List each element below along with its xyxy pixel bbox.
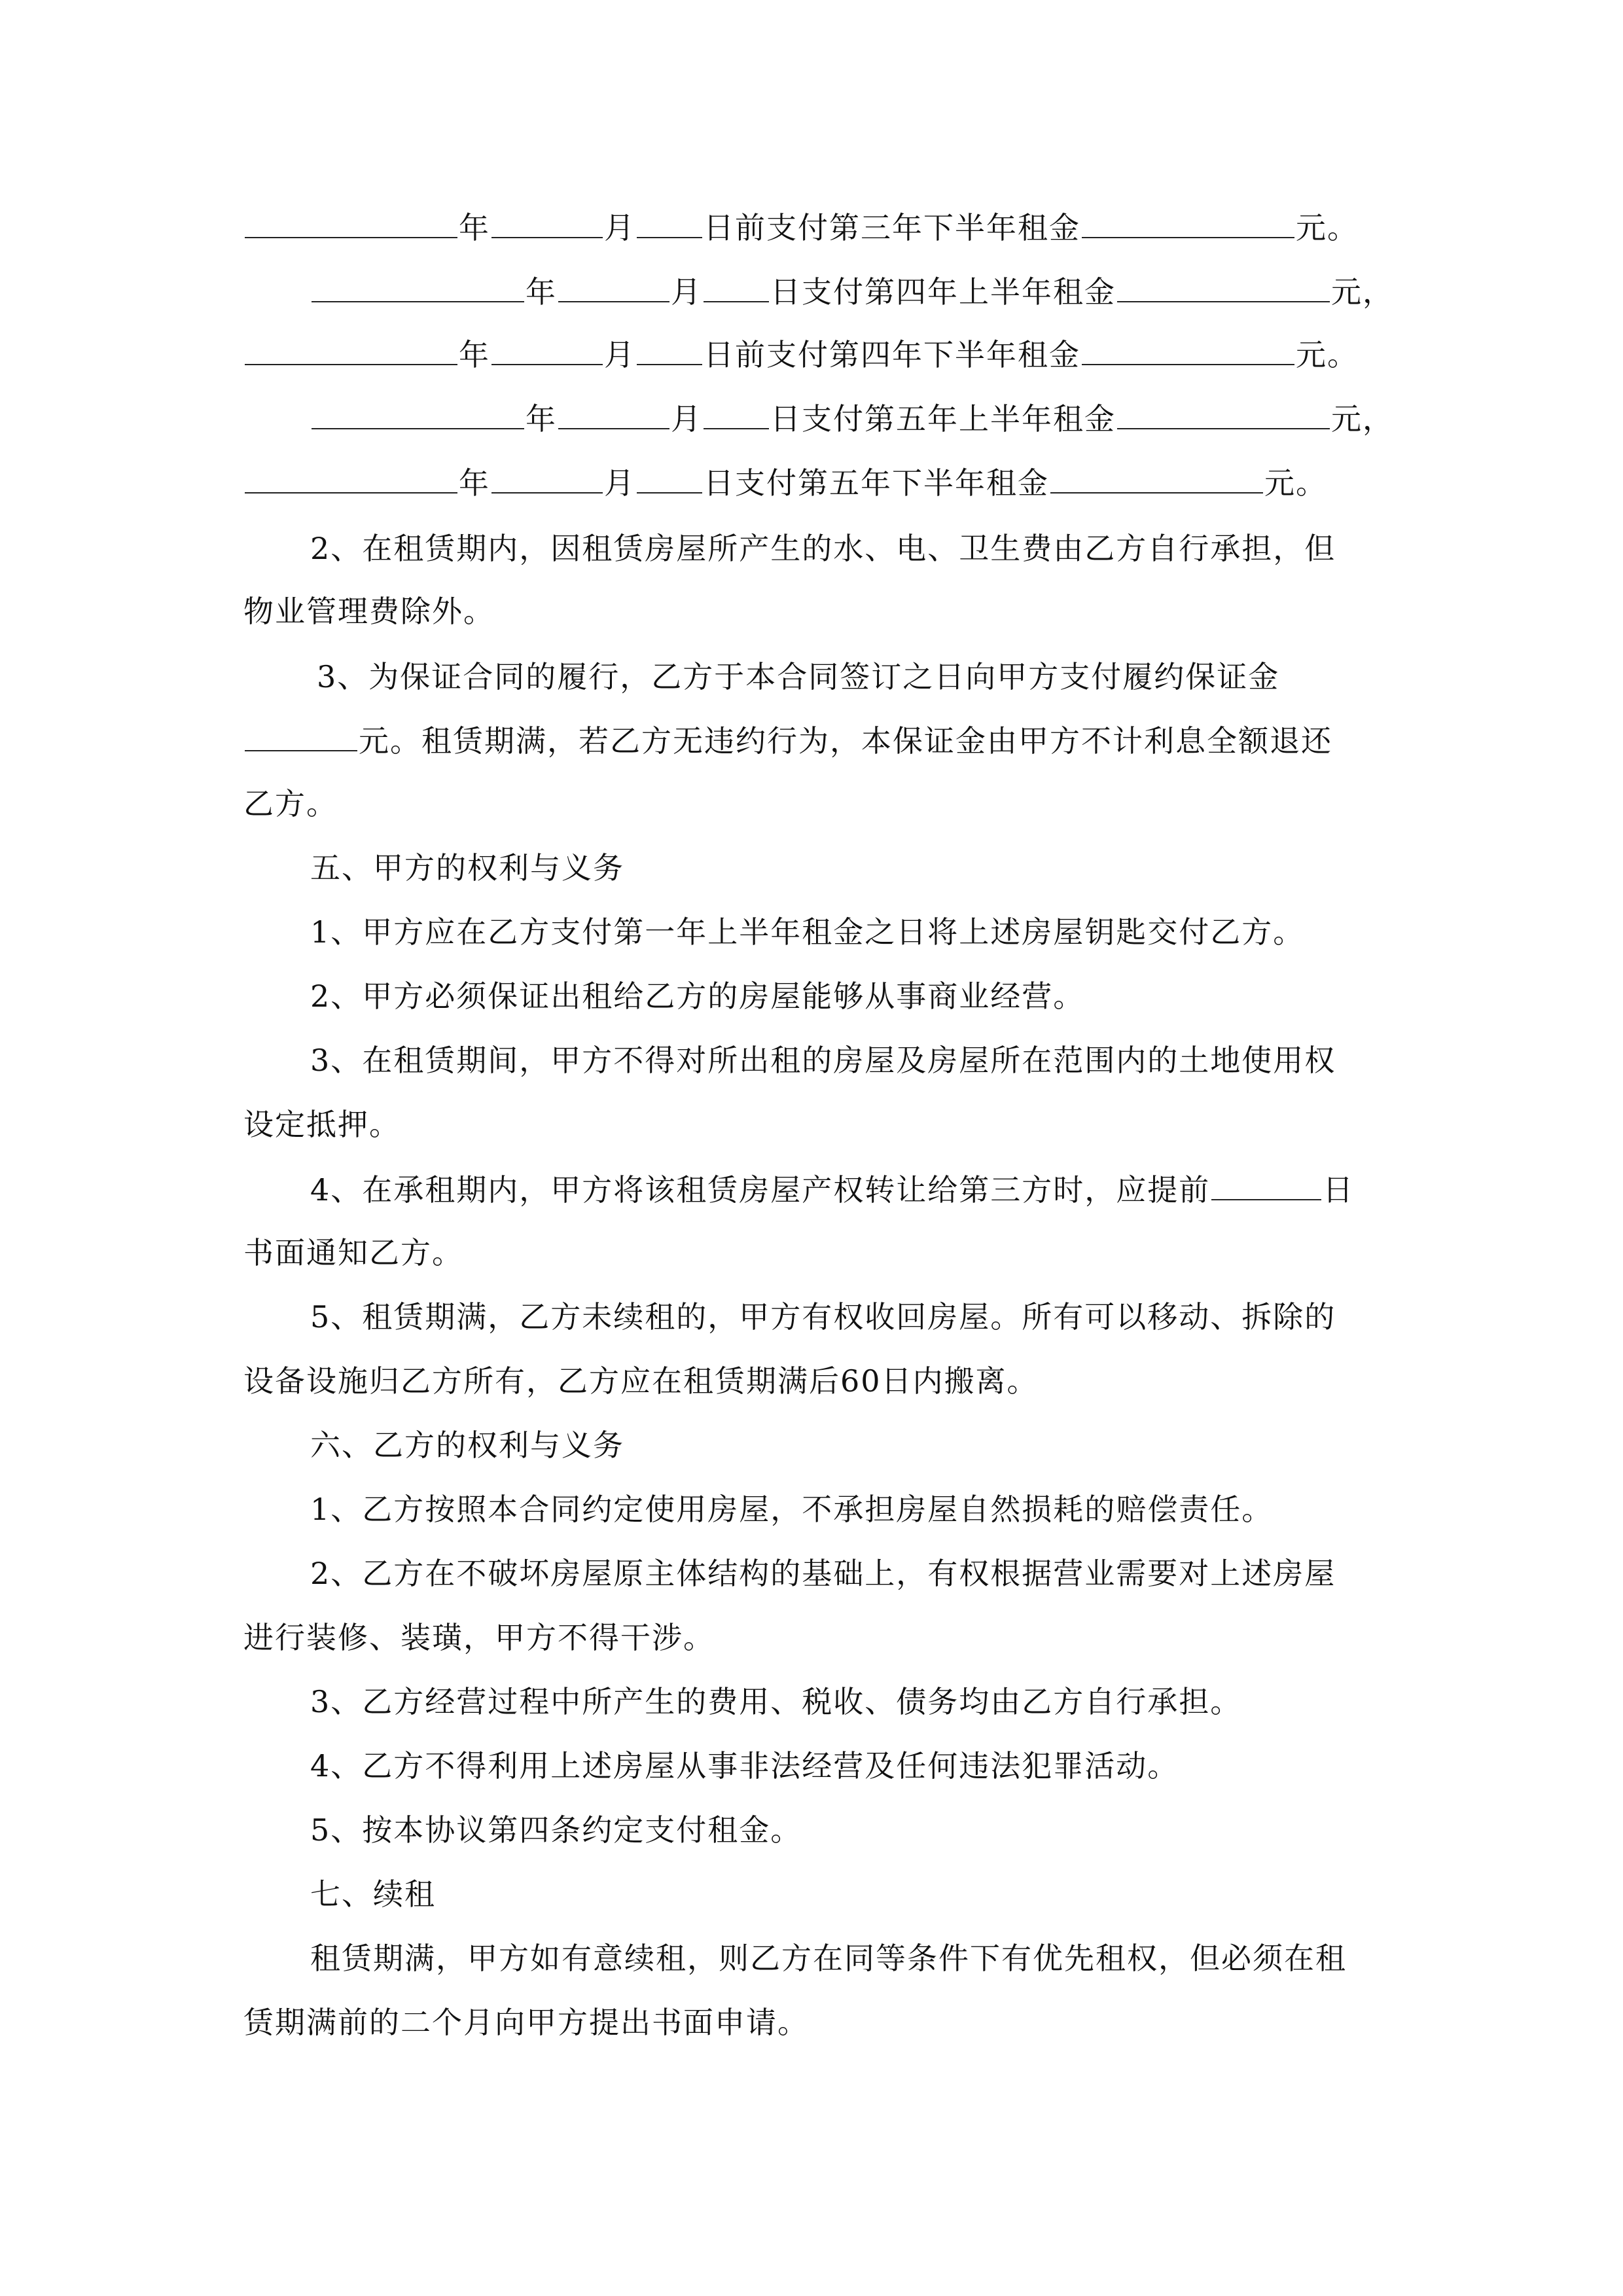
clause-4-3-line-3: 乙方。: [243, 786, 338, 821]
blank-amount[interactable]: [1082, 207, 1294, 238]
section-6-item-3: 3、乙方经营过程中所产生的费用、税收、债务均由乙方自行承担。: [310, 1684, 1242, 1719]
blank-amount[interactable]: [1117, 398, 1330, 429]
payment-desc: 日支付第四年上半年租金: [770, 274, 1116, 310]
blank-month[interactable]: [491, 462, 603, 493]
blank-day[interactable]: [637, 207, 702, 238]
blank-year[interactable]: [245, 207, 457, 238]
section-6-heading: 六、乙方的权利与义务: [310, 1427, 624, 1463]
section-7-line-2: 赁期满前的二个月向甲方提出书面申请。: [243, 2005, 809, 2040]
payment-desc: 日支付第五年下半年租金: [704, 465, 1049, 501]
payment-desc: 日前支付第四年下半年租金: [704, 337, 1080, 372]
blank-month[interactable]: [491, 207, 603, 238]
section-6-item-2-line-2: 进行装修、装璜，甲方不得干涉。: [243, 1620, 715, 1655]
clause-4-3-line-2: [243, 720, 1332, 761]
section-6-item-4: 4、乙方不得利用上述房屋从事非法经营及任何违法犯罪活动。: [310, 1748, 1179, 1784]
section-5-item-2: 2、甲方必须保证出租给乙方的房屋能够从事商业经营。: [310, 978, 1085, 1014]
blank-deposit-amount[interactable]: [245, 720, 357, 751]
blank-year[interactable]: [245, 462, 457, 493]
blank-day[interactable]: [704, 398, 769, 429]
blank-month[interactable]: [558, 271, 669, 302]
year-label: 年: [526, 401, 557, 437]
payment-line-4: [310, 398, 1394, 439]
month-label: 月: [604, 465, 635, 501]
clause-4-3-line-1: 3、为保证合同的履行，乙方于本合同签订之日向甲方支付履约保证金: [317, 659, 1280, 694]
blank-day[interactable]: [637, 334, 702, 365]
month-label: 月: [604, 337, 635, 372]
section-5-item-3-line-2: 设定抵押。: [243, 1107, 401, 1142]
section-5-item-1: 1、甲方应在乙方支付第一年上半年租金之日将上述房屋钥匙交付乙方。: [310, 914, 1305, 950]
year-label: 年: [459, 465, 490, 501]
blank-year[interactable]: [245, 334, 457, 365]
section-5-item-4-text: 4、在承租期内，甲方将该租赁房屋产权转让给第三方时，应提前: [310, 1172, 1211, 1208]
blank-year[interactable]: [312, 398, 524, 429]
section-5-item-5-line-1: 5、租赁期满，乙方未续租的，甲方有权收回房屋。所有可以移动、拆除的: [310, 1299, 1336, 1335]
section-5-item-4-line-1: [310, 1169, 1354, 1210]
section-5-item-4-line-2: 书面通知乙方。: [243, 1235, 463, 1270]
blank-amount[interactable]: [1082, 334, 1294, 365]
unit-label: 元，: [1331, 401, 1394, 437]
clause-4-2-line-2: 物业管理费除外。: [243, 594, 495, 629]
payment-desc: 日前支付第三年下半年租金: [704, 210, 1080, 245]
month-label: 月: [604, 210, 635, 245]
payment-line-2: [310, 271, 1394, 312]
clause-4-3-line-2-text: 元。租赁期满，若乙方无违约行为，本保证金由甲方不计利息全额退还: [359, 723, 1332, 759]
section-7-line-1: 租赁期满，甲方如有意续租，则乙方在同等条件下有优先租权，但必须在租: [310, 1941, 1347, 1976]
payment-line-3: [243, 334, 1359, 374]
section-6-item-5: 5、按本协议第四条约定支付租金。: [310, 1812, 802, 1848]
blank-year[interactable]: [312, 271, 524, 302]
month-label: 月: [671, 401, 702, 437]
blank-amount[interactable]: [1117, 271, 1330, 302]
month-label: 月: [671, 274, 702, 310]
year-label: 年: [459, 337, 490, 372]
blank-day[interactable]: [637, 462, 702, 493]
unit-label: 元，: [1331, 274, 1394, 310]
payment-desc: 日支付第五年上半年租金: [770, 401, 1116, 437]
section-5-heading: 五、甲方的权利与义务: [310, 850, 624, 886]
unit-label: 元。: [1264, 465, 1327, 501]
blank-month[interactable]: [558, 398, 669, 429]
section-6-item-1: 1、乙方按照本合同约定使用房屋，不承担房屋自然损耗的赔偿责任。: [310, 1492, 1274, 1527]
section-6-item-2-line-1: 2、乙方在不破坏房屋原主体结构的基础上，有权根据营业需要对上述房屋: [310, 1556, 1336, 1591]
year-label: 年: [526, 274, 557, 310]
payment-line-5: [243, 462, 1327, 503]
payment-line-1: [243, 207, 1359, 247]
day-unit-label: 日: [1323, 1172, 1355, 1208]
blank-day[interactable]: [704, 271, 769, 302]
unit-label: 元。: [1296, 210, 1359, 245]
blank-notice-days[interactable]: [1211, 1169, 1321, 1200]
unit-label: 元。: [1296, 337, 1359, 372]
section-5-item-5-line-2: 设备设施归乙方所有，乙方应在租赁期满后60日内搬离。: [243, 1363, 1039, 1399]
year-label: 年: [459, 210, 490, 245]
blank-month[interactable]: [491, 334, 603, 365]
section-7-heading: 七、续租: [310, 1876, 436, 1912]
blank-amount[interactable]: [1050, 462, 1263, 493]
section-5-item-3-line-1: 3、在租赁期间，甲方不得对所出租的房屋及房屋所在范围内的土地使用权: [310, 1043, 1336, 1078]
clause-4-2-line-1: 2、在租赁期内，因租赁房屋所产生的水、电、卫生费由乙方自行承担，但: [310, 531, 1336, 566]
